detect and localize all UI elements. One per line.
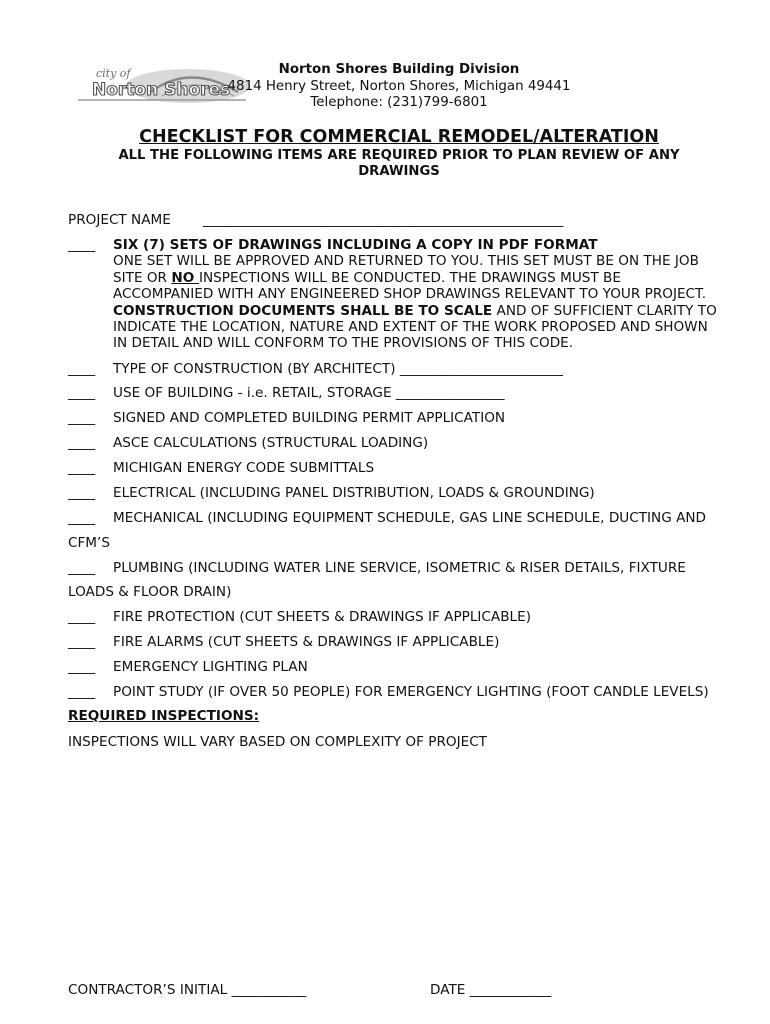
svg-text:Norton Shores: Norton Shores — [92, 80, 231, 100]
check-blank[interactable]: ____ — [68, 237, 96, 253]
item-text: ASCE CALCULATIONS (STRUCTURAL LOADING) — [113, 435, 429, 451]
check-blank[interactable]: ____ — [68, 634, 96, 650]
item-text: FIRE PROTECTION (CUT SHEETS & DRAWINGS IF APPLICABLE) — [113, 609, 532, 625]
project-name-row — [68, 212, 564, 228]
check-blank[interactable]: ____ — [68, 485, 96, 501]
drawings-line-1: ONE SET WILL BE APPROVED AND RETURNED TO YOU. THIS SET MUST BE ON THE JOB — [113, 253, 699, 270]
division-address: 4814 Henry Street, Norton Shores, Michigan 49441 — [227, 79, 571, 94]
item-text: SIGNED AND COMPLETED BUILDING PERMIT APPLICATION — [113, 410, 506, 426]
item-text: MICHIGAN ENERGY CODE SUBMITTALS — [113, 460, 375, 476]
check-blank[interactable]: ____ — [68, 684, 96, 700]
item-text: EMERGENCY LIGHTING PLAN — [113, 659, 308, 675]
scale-requirement: CONSTRUCTION DOCUMENTS SHALL BE TO SCALE — [113, 302, 493, 319]
drawings-line-3: ACCOMPANIED WITH ANY ENGINEERED SHOP DRAWINGS RELEVANT TO YOUR PROJECT. — [113, 286, 707, 303]
check-blank[interactable]: ____ — [68, 361, 96, 377]
check-blank[interactable]: ____ — [68, 410, 96, 426]
check-blank[interactable]: ____ — [68, 609, 96, 625]
page-title: CHECKLIST FOR COMMERCIAL REMODEL/ALTERATION — [139, 127, 659, 147]
drawings-line-4 — [113, 303, 717, 319]
check-blank[interactable]: ____ — [68, 460, 96, 476]
division-name: Norton Shores Building Division — [278, 62, 520, 77]
check-blank[interactable]: ____ — [68, 435, 96, 451]
check-blank[interactable]: ____ — [68, 560, 96, 576]
project-name-label: PROJECT NAME — [68, 212, 171, 228]
plumbing-continuation: LOADS & FLOOR DRAIN) — [68, 584, 232, 600]
item-text: TYPE OF CONSTRUCTION (BY ARCHITECT) ________________________ — [113, 361, 563, 377]
division-telephone: Telephone: (231)799-6801 — [310, 95, 488, 110]
drawings-sets-heading: SIX (7) SETS OF DRAWINGS INCLUDING A COPY IN PDF FORMAT — [113, 237, 598, 253]
check-blank[interactable]: ____ — [68, 510, 96, 526]
item-text: POINT STUDY (IF OVER 50 PEOPLE) FOR EMERGENCY LIGHTING (FOOT CANDLE LEVELS) — [113, 684, 709, 700]
item-text: ELECTRICAL (INCLUDING PANEL DISTRIBUTION, LOADS & GROUNDING) — [113, 485, 595, 501]
item-text: FIRE ALARMS (CUT SHEETS & DRAWINGS IF APPLICABLE) — [113, 634, 500, 650]
required-inspections-heading: REQUIRED INSPECTIONS: — [68, 708, 260, 724]
drawings-line-6: IN DETAIL AND WILL CONFORM TO THE PROVISIONS OF THIS CODE. — [113, 335, 574, 352]
svg-text:city of: city of — [96, 67, 131, 80]
drawings-line-5: INDICATE THE LOCATION, NATURE AND EXTENT OF THE WORK PROPOSED AND SHOWN — [113, 319, 708, 336]
mechanical-continuation: CFM’S — [68, 535, 110, 551]
drawings-sets-item — [68, 237, 95, 253]
date-field[interactable]: DATE ____________ — [430, 982, 552, 998]
check-blank[interactable]: ____ — [68, 659, 96, 675]
no-emphasis: NO — [171, 269, 199, 286]
item-text: MECHANICAL (INCLUDING EQUIPMENT SCHEDULE, GAS LINE SCHEDULE, DUCTING AND — [113, 510, 707, 526]
drawings-line-2 — [113, 270, 717, 286]
contractor-initial-field[interactable]: CONTRACTOR’S INITIAL ___________ — [68, 982, 307, 998]
check-blank[interactable]: ____ — [68, 385, 96, 401]
subtitle-line-1: ALL THE FOLLOWING ITEMS ARE REQUIRED PRIOR TO PLAN REVIEW OF ANY — [118, 148, 680, 163]
drawings-line-4-rest: AND OF SUFFICIENT CLARITY TO — [492, 302, 717, 319]
item-text: USE OF BUILDING - i.e. RETAIL, STORAGE ________________ — [113, 385, 505, 401]
project-name-blank[interactable]: _____________________________________________________ — [203, 212, 564, 228]
subtitle-line-2: DRAWINGS — [358, 164, 440, 179]
item-text: PLUMBING (INCLUDING WATER LINE SERVICE, ISOMETRIC & RISER DETAILS, FIXTURE — [113, 560, 686, 576]
drawings-sets-description — [113, 237, 717, 352]
drawings-line-2b: INSPECTIONS WILL BE CONDUCTED. THE DRAWINGS MUST BE — [199, 269, 621, 286]
inspections-note: INSPECTIONS WILL VARY BASED ON COMPLEXITY OF PROJECT — [68, 734, 487, 750]
drawings-line-2a: SITE OR — [113, 269, 172, 286]
